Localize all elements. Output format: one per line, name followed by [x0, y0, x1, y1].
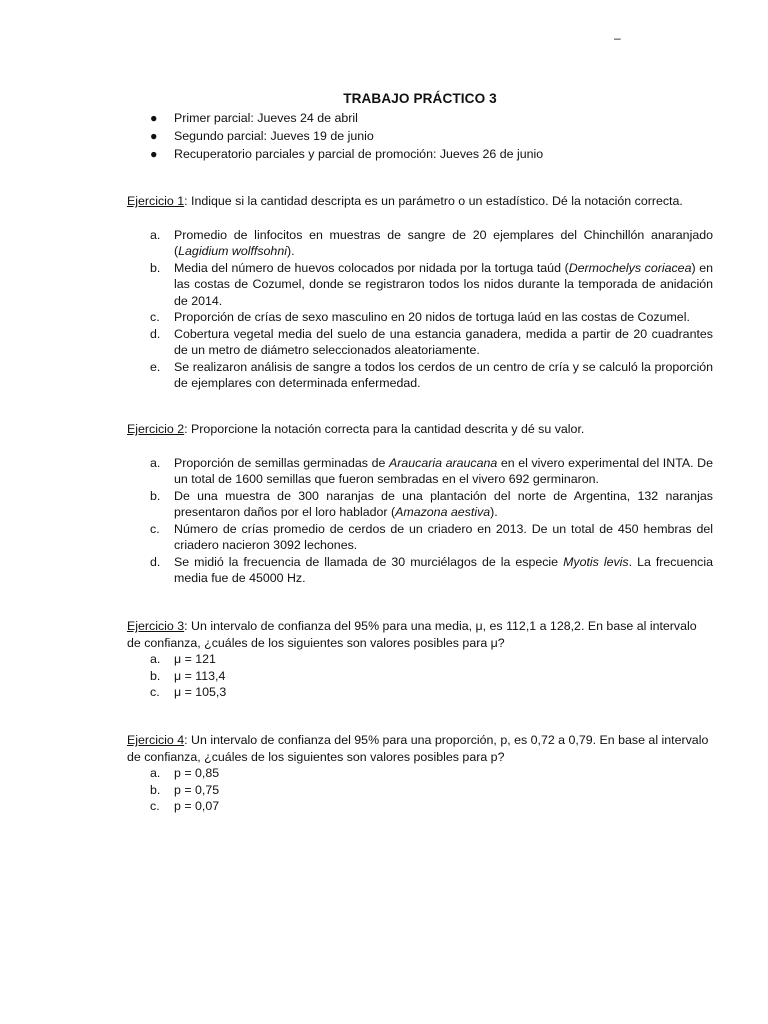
bullet-icon: ●	[150, 147, 158, 161]
list-item: e. Se realizaron análisis de sangre a todos los cerdos de un centro de cría y se calculó la proporción de ejemplares con determinada enfermedad.	[150, 359, 713, 390]
exercise-label: Ejercicio 3	[127, 619, 185, 633]
exercise-2	[127, 421, 713, 587]
list-item: ● Segundo parcial: Jueves 19 de junio	[150, 129, 374, 143]
bullet-icon: ●	[150, 129, 158, 143]
list-item: b. Media del número de huevos colocados por nidada por la tortuga taúd (Dermochelys coriacea) en las costas de Cozumel, donde se registraron todos los nidos durante la temporada de anidación de 2014.	[150, 260, 713, 308]
exercise-statement: : Proporcione la notación correcta para la cantidad descrita y dé su valor.	[184, 422, 585, 436]
exercise-heading	[127, 618, 713, 651]
list-item: a. Promedio de linfocitos en muestras de sangre de 20 ejemplares del Chinchillón anaranjado (Lagidium wolffsohni).	[150, 227, 713, 258]
exam-dates-list	[150, 110, 543, 164]
list-item: d. Cobertura vegetal media del suelo de una estancia ganadera, medida a partir de 20 cuadrantes de un metro de diámetro seleccionados aleatoriamente.	[150, 326, 713, 357]
exercise-1	[127, 193, 713, 392]
exercise-items	[127, 455, 713, 587]
list-item: d. Se midió la frecuencia de llamada de 30 murciélagos de la especie Myotis levis. La frecuencia media fue de 45000 Hz.	[150, 554, 714, 585]
exercise-label: Ejercicio 1	[127, 194, 185, 208]
exercise-3	[127, 618, 713, 701]
list-item: c. Proporción de crías de sexo masculino en 20 nidos de tortuga laúd en las costas de Cozumel.	[150, 310, 690, 324]
exercise-4	[127, 732, 713, 815]
exercise-statement: : Un intervalo de confianza del 95% para una media, μ, es 112,1 a 128,2. En base al intervalo de confianza, ¿cuáles de los siguientes son valores posibles para μ?	[127, 619, 697, 650]
page-title: TRABAJO PRÁCTICO 3	[343, 91, 497, 106]
exercise-items	[127, 227, 713, 392]
list-item: b. μ = 113,4	[150, 668, 226, 683]
list-item: c. p = 0,07	[150, 799, 220, 813]
exercise-label: Ejercicio 4	[127, 733, 185, 747]
list-item: c. Número de crías promedio de cerdos de un criadero en 2013. De un total de 450 hembras del criadero nacieron 3092 lechones.	[150, 521, 713, 552]
list-item: b. De una muestra de 300 naranjas de una plantación del norte de Argentina, 132 naranjas presentaron daños por el loro hablador (Amazona aestiva).	[150, 488, 713, 519]
list-item: a. Proporción de semillas germinadas de Araucaria araucana en el vivero experimental del INTA. De un total de 1600 semillas que fueron sembradas en el vivero 692 germinaron.	[150, 455, 713, 486]
list-item: ● Recuperatorio parciales y parcial de promoción: Jueves 26 de junio	[150, 147, 544, 161]
list-item: ● Primer parcial: Jueves 24 de abril	[150, 111, 358, 125]
exercise-heading	[127, 421, 713, 438]
list-item: a. p = 0,85	[150, 766, 220, 780]
list-item: a. μ = 121	[150, 652, 216, 666]
bullet-icon: ●	[150, 111, 158, 125]
exercise-statement: : Un intervalo de confianza del 95% para una proporción, p, es 0,72 a 0,79. En base al intervalo de confianza, ¿cuáles de los siguientes son valores posibles para p?	[127, 733, 709, 764]
exercise-label: Ejercicio 2	[127, 422, 185, 436]
list-item: c. μ = 105,3	[150, 685, 227, 699]
exercise-statement: : Indique si la cantidad descripta es un parámetro o un estadístico. Dé la notación correcta.	[184, 194, 683, 208]
header-mark: –	[614, 31, 621, 45]
exercise-items	[127, 651, 713, 701]
exercise-heading	[127, 193, 713, 210]
list-item: b. p = 0,75	[150, 782, 220, 797]
exercise-heading	[127, 732, 713, 765]
exercise-items	[127, 765, 713, 815]
